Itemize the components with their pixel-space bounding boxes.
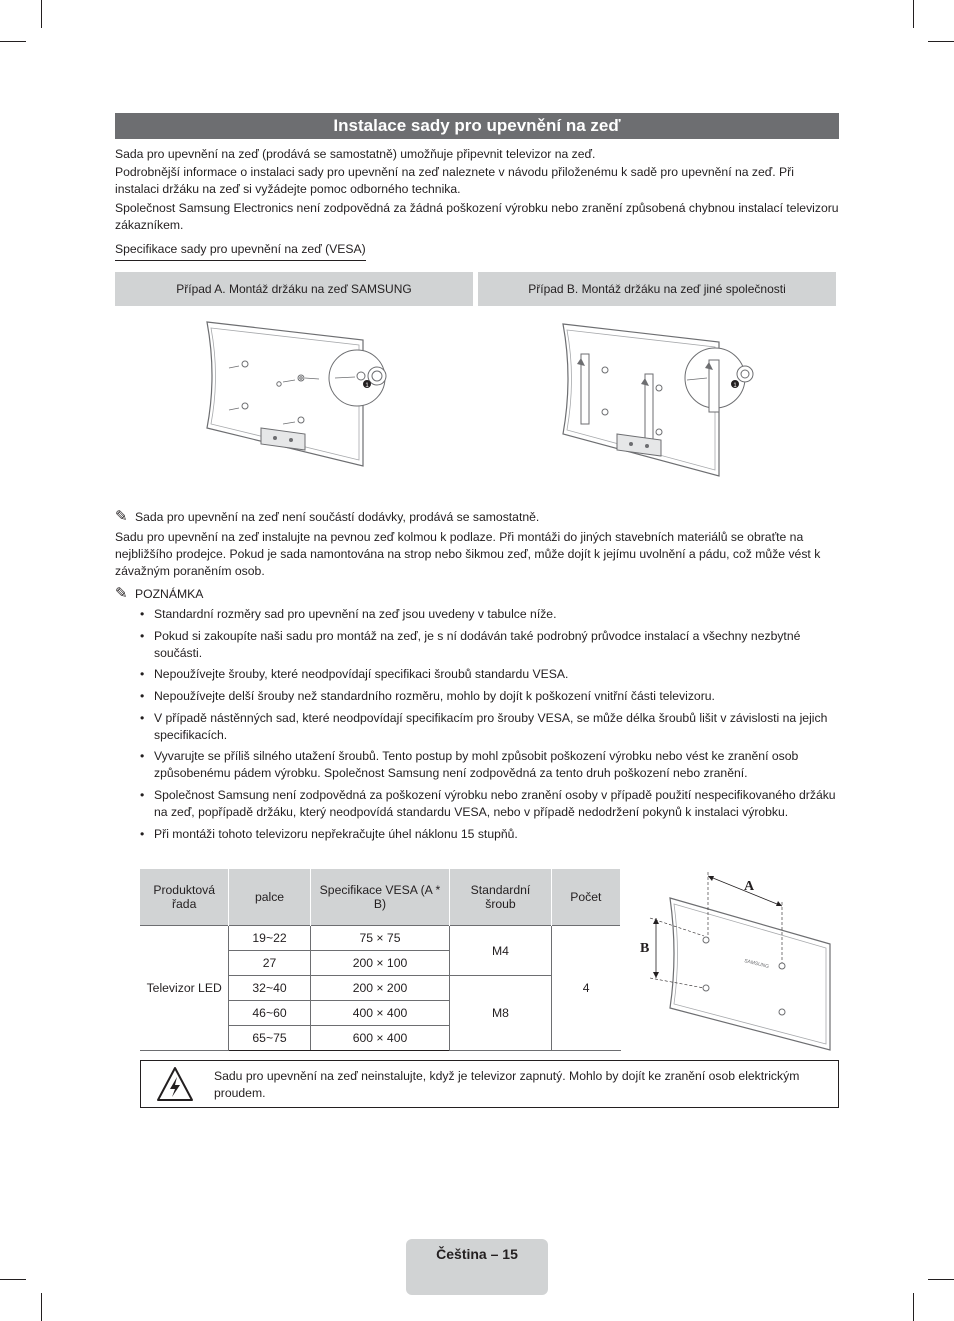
callout-marker: 1 [365,383,369,389]
list-item: • Pokud si zakoupíte naši sadu pro montáž na zeď, je s ní dodáván také podrobný průvodce instalací a všechny nezbytné součásti. [140,628,840,662]
pencil-icon: ✎ [115,585,128,602]
list-item: • Standardní rozměry sad pro upevnění na zeď jsou uvedeny v tabulce níže. [140,606,840,623]
intro-paragraph: Společnost Samsung Electronics není zodpovědná za žádná poškození výrobku nebo zranění způsobená chybnou instalací televizoru zákazníkem. [115,201,839,232]
count-cell: 4 [551,926,620,1051]
table-cell: 32~40 [229,976,310,1001]
table-cell: 200 × 200 [310,976,450,1001]
column-header: palce [229,869,310,926]
list-item: • Společnost Samsung není zodpovědná za poškození výrobku nebo zranění osoby v případě použití nespecifikovaného držáku na zeď, popřípadě držáku, který neodpovídá standardu VESA, nebo v případě nedodržení pokynů k instalaci výrobku. [140,787,840,821]
table-header-row [140,869,621,926]
crop-mark [41,0,42,28]
product-series-cell: Televizor LED [140,926,229,1051]
intro-paragraph: Podrobnější informace o instalaci sady pro upevnění na zeď naleznete v návodu přiloženému k sadě pro upevnění na zeď. Při instalaci držáku na zeď si vyžádejte pomoc odborného technika. [115,165,794,196]
table-cell: 65~75 [229,1026,310,1051]
page-footer: Čeština – 15 [406,1239,548,1295]
table-cell: 600 × 400 [310,1026,450,1051]
table-cell: 27 [229,951,310,976]
dimension-label-a: A [744,879,755,894]
case-a-illustration [195,316,405,476]
pencil-icon: ✎ [115,508,128,525]
note-label: POZNÁMKA [135,587,204,601]
column-header: Počet [551,869,620,926]
table-row [140,926,621,951]
install-paragraph: Sadu pro upevnění na zeď instalujte na pevnou zeď kolmou k podlaze. Při montáži do jiných stavebních materiálů se obraťte na nejbližšího prodejce. Pokud je sada namontována na strop nebo šikmou zeď, může dojít k jejímu uvolnění a pádu, což může vést k závažným poraněním osob. [115,530,821,578]
spec-heading: Specifikace sady pro upevnění na zeď (VESA) [115,241,366,261]
warning-text: Sadu pro upevnění na zeď neinstalujte, když je televizor zapnutý. Mohlo by dojít ke zranění osob elektrickým proudem. [214,1069,800,1100]
list-item: • Nepoužívejte šrouby, které neodpovídají specifikaci šroubů standardu VESA. [140,666,840,683]
warning-box [140,1060,839,1108]
crop-mark [913,0,914,28]
list-item: • Nepoužívejte delší šrouby než standardního rozměru, mohlo by dojít k poškození vnitřní části televizoru. [140,688,840,705]
table-cell: 75 × 75 [310,926,450,951]
vesa-dimension-diagram [634,866,840,1052]
brand-logo: SAMSUNG [743,958,770,971]
column-header: Specifikace VESA (A * B) [310,869,450,926]
case-b-header: Případ B. Montáž držáku na zeď jiné společnosti [478,272,836,306]
crop-mark [928,1279,954,1280]
notes-list [140,606,840,848]
column-header: Produktová řada [140,869,229,926]
note-separate-text: Sada pro upevnění na zeď není součástí dodávky, prodává se samostatně. [135,510,540,524]
table-cell: 46~60 [229,1001,310,1026]
crop-mark [913,1293,914,1321]
case-a-header: Případ A. Montáž držáku na zeď SAMSUNG [115,272,473,306]
table-cell: 400 × 400 [310,1001,450,1026]
list-item: • V případě nástěnných sad, které neodpovídají specifikacím pro šrouby VESA, se může délka šroubů lišit v závislosti na jejich specifikacích. [140,710,840,744]
crop-mark [928,41,954,42]
crop-mark [0,1279,26,1280]
case-b-illustration [555,316,775,481]
table-cell: 19~22 [229,926,310,951]
screw-cell: M4 [450,926,551,976]
intro-paragraph: Sada pro upevnění na zeď (prodává se samostatně) umožňuje připevnit televizor na zeď. [115,147,596,161]
callout-marker: 1 [733,383,737,389]
crop-mark [41,1293,42,1321]
column-header: Standardní šroub [450,869,551,926]
list-item: • Při montáži tohoto televizoru nepřekračujte úhel náklonu 15 stupňů. [140,826,840,843]
table-cell: 200 × 100 [310,951,450,976]
page-title: Instalace sady pro upevnění na zeď [115,113,839,139]
note-separate [115,508,839,526]
list-item: • Vyvarujte se příliš silného utažení šroubů. Tento postup by mohl způsobit poškození výrobku nebo vést ke zranění osob způsobenému pádem výrobku. Společnost Samsung není zodpovědná za tento druh poškození nebo zranění. [140,748,840,782]
screw-cell: M8 [450,976,551,1051]
vesa-table [140,869,621,1051]
electric-shock-warning-icon [156,1066,194,1102]
note-heading [115,585,839,603]
crop-mark [0,41,26,42]
dimension-label-b: B [640,941,650,956]
